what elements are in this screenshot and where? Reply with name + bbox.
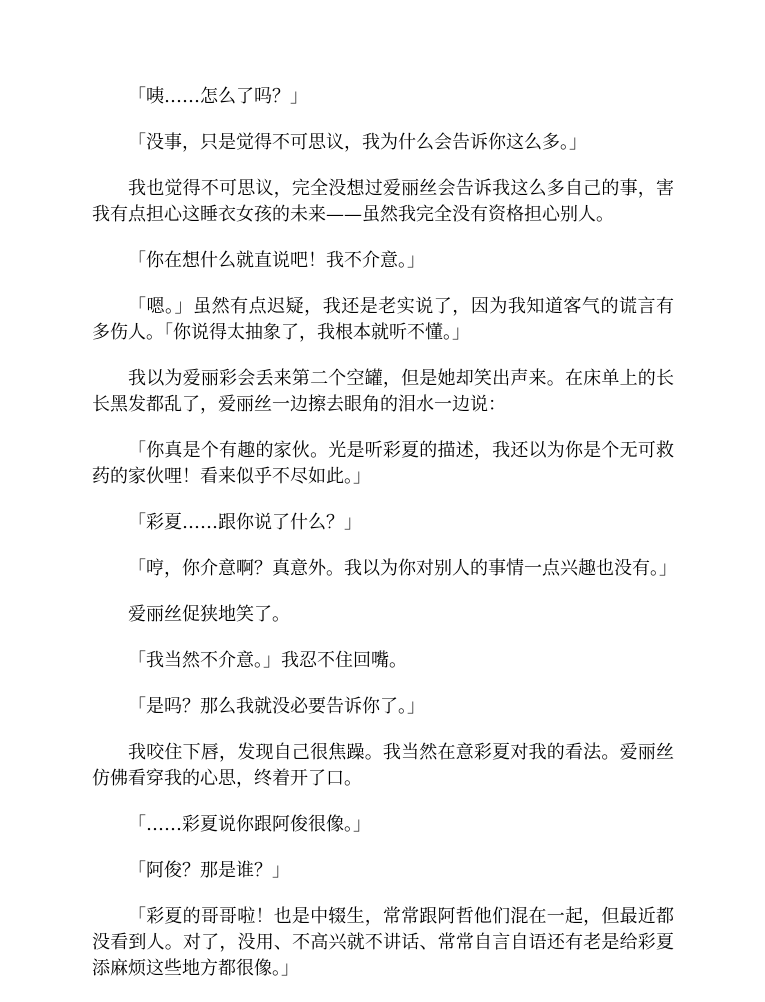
paragraph: 「没事，只是觉得不可思议，我为什么会告诉你这么多。」 bbox=[128, 132, 587, 153]
paragraph: 「咦……怎么了吗？」 bbox=[128, 86, 308, 107]
paragraph: 「……彩夏说你跟阿俊很像。」 bbox=[128, 814, 371, 835]
paragraph: 我以为爱丽彩会丢来第二个空罐，但是她却笑出声来。在床单上的长长黑发都乱了，爱丽丝一边擦去眼角的泪水一边说： bbox=[92, 368, 674, 415]
paragraph: 我咬住下唇，发现自己很焦躁。我当然在意彩夏对我的看法。爱丽丝仿佛看穿我的心思，终着开了口。 bbox=[92, 742, 674, 789]
paragraph: 「哼，你介意啊？真意外。我以为你对别人的事情一点兴趣也没有。」 bbox=[128, 558, 677, 579]
paragraph: 我也觉得不可思议，完全没想过爱丽丝会告诉我这么多自己的事，害我有点担心这睡衣女孩的未来——虽然我完全没有资格担心别人。 bbox=[92, 178, 674, 225]
paragraph: 「彩夏的哥哥啦！也是中辍生，常常跟阿哲他们混在一起，但最近都没看到人。对了，没用、不高兴就不讲话、常常自言自语还有老是给彩夏添麻烦这些地方都很像。」 bbox=[92, 906, 674, 979]
paragraph: 「你真是个有趣的家伙。光是听彩夏的描述，我还以为你是个无可救药的家伙哩！看来似乎不尽如此。」 bbox=[92, 440, 674, 487]
paragraph: 「我当然不介意。」我忍不住回嘴。 bbox=[128, 650, 407, 671]
paragraph: 「是吗？那么我就没必要告诉你了。」 bbox=[128, 696, 425, 717]
text-body bbox=[92, 84, 677, 1002]
paragraph: 「你在想什么就直说吧！我不介意。」 bbox=[128, 250, 425, 271]
paragraph: 「阿俊？那是谁？」 bbox=[128, 860, 290, 881]
paragraph: 「彩夏……跟你说了什么？」 bbox=[128, 512, 362, 533]
paragraph: 爱丽丝促狭地笑了。 bbox=[128, 604, 290, 625]
paragraph: 「嗯。」虽然有点迟疑，我还是老实说了，因为我知道客气的谎言有多伤人。「你说得太抽象了，我根本就听不懂。」 bbox=[92, 296, 674, 343]
